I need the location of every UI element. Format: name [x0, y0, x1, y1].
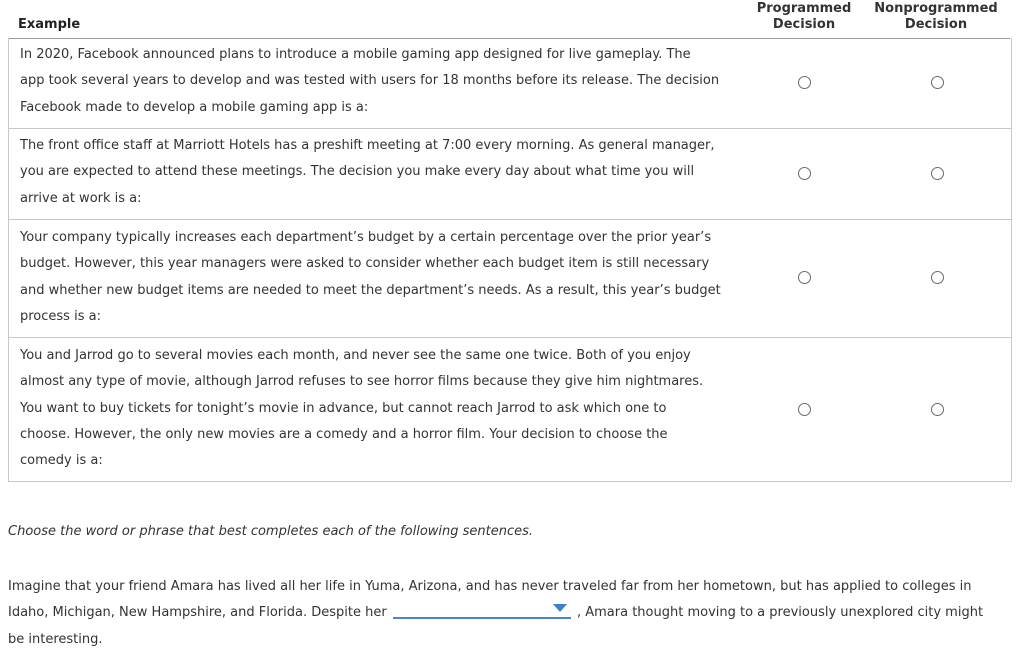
column-header-programmed-line2: Decision — [772, 17, 836, 32]
row-text-line: process is a: — [20, 308, 101, 324]
table-row — [9, 338, 1011, 481]
row-text — [20, 225, 740, 330]
row-text-line: arrive at work is a: — [20, 190, 142, 206]
answer-dropdown[interactable] — [393, 601, 571, 619]
paragraph-text-before: Idaho, Michigan, New Hampshire, and Florida. Despite her — [8, 605, 387, 621]
radio-nonprogrammed[interactable] — [931, 167, 944, 180]
row-text-line: In 2020, Facebook announced plans to introduce a mobile gaming app designed for live gameplay. The — [20, 47, 691, 62]
fill-in-paragraph — [8, 574, 1008, 653]
column-header-example: Example — [18, 17, 81, 32]
row-text — [20, 343, 740, 474]
row-text-line: You want to buy tickets for tonight’s movie in advance, but cannot reach Jarrod to ask which one to — [20, 400, 667, 416]
table-row — [9, 129, 1011, 220]
question-table — [8, 38, 1012, 482]
table-header — [8, 0, 1010, 39]
row-text-line: almost any type of movie, although Jarrod refuses to see horror films because they give him nightmares. — [20, 374, 704, 390]
table-row — [9, 38, 1011, 129]
row-text-line: choose. However, the only new movies are a comedy and a horror film. Your decision to choose the — [20, 426, 668, 442]
radio-programmed[interactable] — [798, 403, 811, 416]
row-text-line: comedy is a: — [20, 453, 103, 469]
column-header-programmed — [748, 1, 860, 33]
row-text-line: Your company typically increases each department’s budget by a certain percentage over the prior year’s — [20, 230, 712, 245]
row-text-line: you are expected to attend these meetings. The decision you make every day about what time you will — [20, 164, 695, 180]
column-header-nonprogrammed — [868, 1, 1004, 33]
column-header-nonprogrammed-line2: Decision — [904, 17, 968, 32]
instruction-text: Choose the word or phrase that best completes each of the following sentences. — [8, 524, 534, 539]
row-text-line: and whether new budget items are needed to meet the department’s needs. As a result, this year’s budget — [20, 282, 721, 298]
row-text-line: The front office staff at Marriott Hotels has a preshift meeting at 7:00 every morning. As general manager, — [20, 138, 715, 153]
row-text-line: budget. However, this year managers were asked to consider whether each budget item is still necessary — [20, 256, 710, 272]
row-text-line: You and Jarrod go to several movies each month, and never see the same one twice. Both of you enjoy — [20, 348, 691, 363]
paragraph-line: be interesting. — [8, 631, 103, 647]
row-text-line: app took several years to develop and was tested with users for 18 months before its release. The decision — [20, 73, 720, 89]
table-row — [9, 220, 1011, 338]
paragraph-line: Imagine that your friend Amara has lived all her life in Yuma, Arizona, and has never traveled far from her hometown, but has applied to colleges in — [8, 579, 972, 594]
radio-programmed[interactable] — [798, 167, 811, 180]
column-header-programmed-line1: Programmed — [756, 1, 852, 16]
radio-programmed[interactable] — [798, 271, 811, 284]
paragraph-line — [8, 600, 1008, 626]
radio-nonprogrammed[interactable] — [931, 76, 944, 89]
paragraph-text-after: , Amara thought moving to a previously unexplored city might — [576, 605, 984, 621]
row-text-line: Facebook made to develop a mobile gaming app is a: — [20, 99, 369, 115]
column-header-nonprogrammed-line1: Nonprogrammed — [874, 1, 998, 16]
radio-programmed[interactable] — [798, 76, 811, 89]
row-text — [20, 133, 740, 212]
radio-nonprogrammed[interactable] — [931, 271, 944, 284]
caret-down-icon — [553, 604, 567, 612]
radio-nonprogrammed[interactable] — [931, 403, 944, 416]
row-text — [20, 42, 740, 121]
